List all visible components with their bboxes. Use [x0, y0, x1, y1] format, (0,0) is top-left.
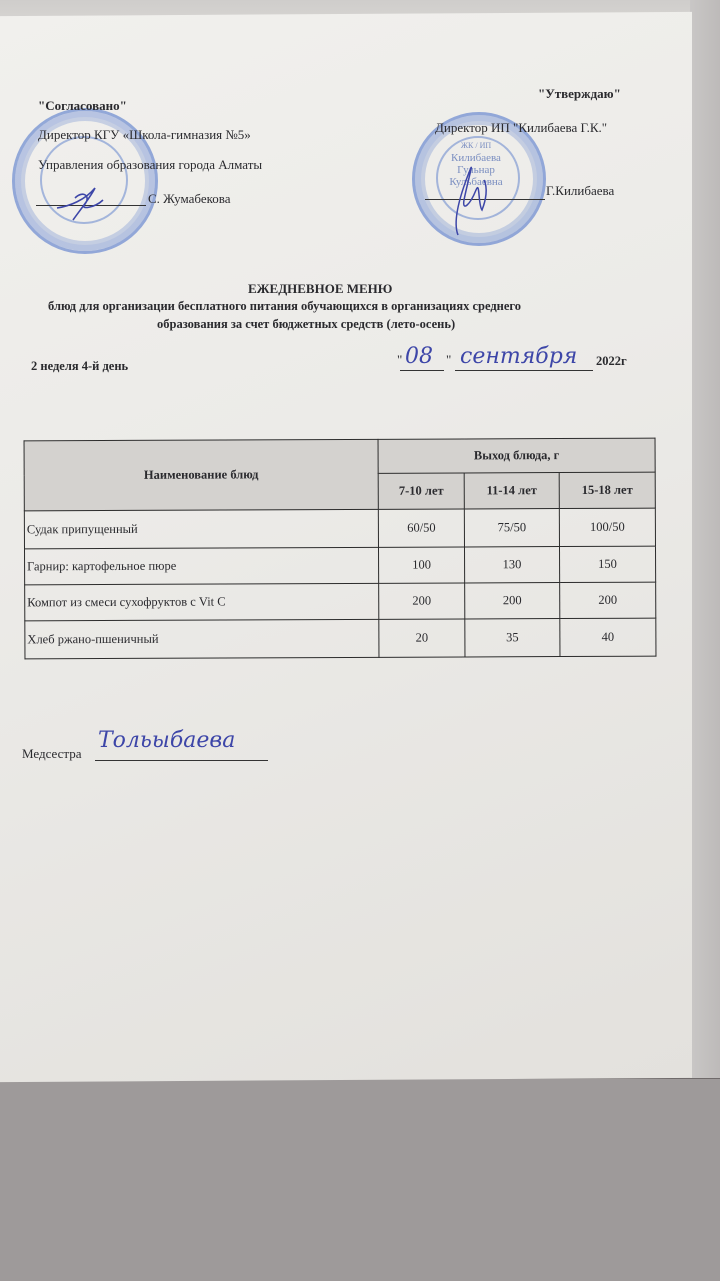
table-row	[25, 618, 656, 659]
date-year: 2022г	[596, 354, 627, 368]
table-row	[25, 582, 656, 621]
date-day-underline	[400, 370, 444, 371]
dish-yield: 60/50	[378, 509, 464, 547]
dish-name: Компот из смеси сухофруктов с Vit C	[25, 583, 379, 621]
header-age-group: 15-18 лет	[559, 472, 655, 508]
approval-left-signatory: С. Жумабекова	[148, 191, 231, 206]
header-age-group: 11-14 лет	[464, 473, 559, 509]
approval-left-line2: Управления образования города Алматы	[38, 157, 263, 172]
approval-right-heading: "Утверждаю"	[538, 86, 621, 101]
stamp-text-line: ЖК / ИП	[460, 141, 492, 150]
approval-right-signatory: Г.Килибаева	[546, 183, 615, 198]
approval-left-line1: Директор КГУ «Школа-гимназия №5»	[38, 127, 251, 142]
date-month: сентября	[460, 344, 578, 369]
header-yield: Выход блюда, г	[378, 438, 655, 473]
nurse-label: Медсестра	[22, 746, 82, 761]
header-age-group: 7-10 лет	[378, 473, 464, 509]
dish-yield: 130	[465, 547, 560, 583]
header-dish-name: Наименование блюд	[24, 439, 378, 511]
nurse-signature: Тольыбаева	[98, 728, 236, 753]
stamp-text-line: Гульнар	[457, 164, 495, 176]
nurse-signature-line	[95, 760, 268, 761]
signature-right-icon	[440, 150, 500, 240]
dish-name: Судак припущенный	[24, 509, 378, 549]
dish-yield: 200	[560, 582, 656, 618]
dish-yield: 75/50	[464, 509, 559, 547]
document-subtitle-line1: блюд для организации бесплатного питания обучающихся в организациях среднего	[48, 299, 522, 313]
table-row	[24, 508, 655, 549]
dish-yield: 200	[379, 583, 465, 619]
dish-name: Хлеб ржано-пшеничный	[25, 619, 379, 659]
date-day: 08	[405, 344, 433, 369]
table-surface	[0, 1078, 720, 1281]
dish-name: Гарнир: картофельное пюре	[24, 547, 378, 585]
dish-yield: 200	[465, 583, 560, 619]
document-title: ЕЖЕДНЕВНОЕ МЕНЮ	[248, 281, 393, 296]
dish-yield: 100/50	[559, 508, 655, 546]
background-edge	[690, 0, 720, 1080]
table-row	[24, 546, 655, 585]
date-open-quote: "	[397, 352, 403, 367]
dish-yield: 35	[465, 619, 560, 657]
stamp-text-line: Килибаева	[451, 152, 501, 164]
dish-yield: 100	[378, 547, 464, 583]
menu-table	[24, 438, 657, 660]
document-subtitle-line2: образования за счет бюджетных средств (лето-осень)	[157, 317, 456, 331]
date-close-quote: "	[446, 352, 452, 367]
signature-left-icon	[55, 178, 105, 223]
approval-left-heading: "Согласовано"	[38, 98, 127, 113]
stamp-text-line: Кульбаевна	[449, 176, 503, 188]
approval-right-line1: Директор ИП "Килибаева Г.К."	[435, 120, 608, 135]
dish-yield: 20	[379, 619, 465, 657]
dish-yield: 150	[559, 546, 655, 582]
dish-yield: 40	[560, 618, 656, 656]
date-month-underline	[455, 370, 593, 371]
week-day-label: 2 неделя 4-й день	[31, 359, 129, 373]
